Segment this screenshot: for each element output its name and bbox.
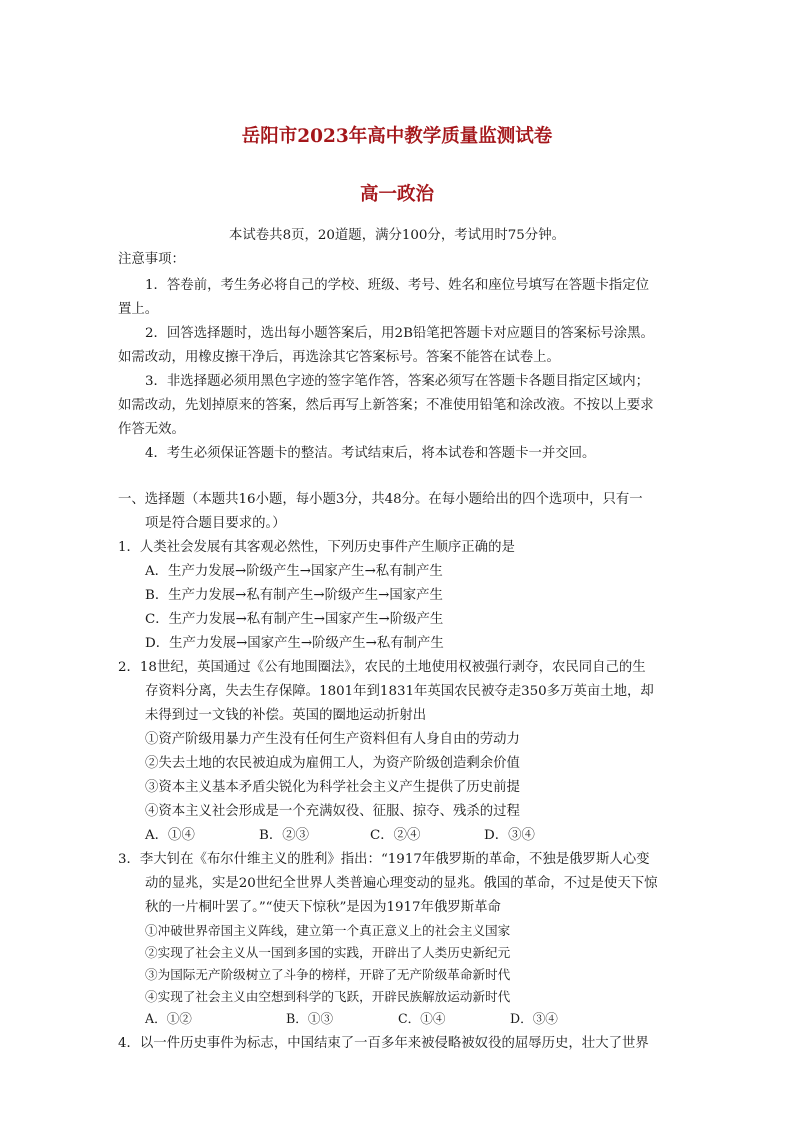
notice-1: 1．答卷前，考生务必将自己的学校、班级、考号、姓名和座位号填写在答题卡指定位 (145, 278, 649, 293)
q2-stem: 2．18世纪，英国通过《公有地围圈法》，农民的土地使用权被强行剥夺，农民同自己的生 (118, 660, 646, 675)
q2-stem-cont2: 未得到过一文钱的补偿。英国的圈地运动折射出 (145, 708, 427, 723)
q4-stem: 4．以一件历史事件为标志，中国结束了一百多年来被侵略被奴役的屈辱历史，壮大了世界 (118, 1036, 649, 1051)
exam-title: 岳阳市2023年高中教学质量监测试卷 (241, 126, 553, 147)
q1-option-d: D．生产力发展→国家产生→阶级产生→私有制产生 (145, 636, 444, 651)
q1-option-b: B．生产力发展→私有制产生→阶级产生→国家产生 (145, 588, 443, 603)
q3-option-b: B．①③ (286, 1011, 334, 1026)
q2-options (0, 824, 794, 844)
q3-option-a: A．①② (145, 1011, 192, 1026)
exam-info: 本试卷共8页，20道题，满分100分，考试用时75分钟。 (229, 228, 565, 243)
q3-options (0, 1008, 794, 1028)
notice-3: 3．非选择题必须用黑色字迹的签字笔作答，答案必须写在答题卡各题目指定区域内； (145, 374, 649, 389)
notice-3-cont2: 作答无效。 (118, 422, 185, 437)
q2-statement-1: ①资产阶级用暴力产生没有任何生产资料但有人身自由的劳动力 (145, 732, 520, 747)
q2-statement-2: ②失去土地的农民被迫成为雇佣工人，为资产阶级创造剩余价值 (145, 756, 520, 771)
q3-statement-2: ②实现了社会主义从一国到多国的实践，开辟出了人类历史新纪元 (145, 945, 511, 960)
q1-option-c: C．生产力发展→私有制产生→国家产生→阶级产生 (145, 612, 444, 627)
q2-option-d: D．③④ (484, 828, 535, 843)
q2-option-a: A．①④ (145, 828, 195, 843)
q2-statement-3: ③资本主义基本矛盾尖锐化为科学社会主义产生提供了历史前提 (145, 780, 520, 795)
q3-statement-1: ①冲破世界帝国主义阵线，建立第一个真正意义上的社会主义国家 (145, 923, 511, 938)
q2-statement-4: ④资本主义社会形成是一个充满奴役、征服、掠夺、残杀的过程 (145, 804, 520, 819)
q3-stem: 3．李大钊在《布尔什维主义的胜利》指出：“1917年俄罗斯的革命，不独是俄罗斯人心变 (118, 852, 650, 867)
notice-heading: 注意事项： (118, 252, 185, 267)
q3-statement-3: ③为国际无产阶级树立了斗争的榜样，开辟了无产阶级革命新时代 (145, 967, 511, 982)
notice-2: 2．回答选择题时，选出每小题答案后，用2B铅笔把答题卡对应题目的答案标号涂黑。 (145, 326, 654, 341)
notice-4: 4．考生必须保证答题卡的整洁。考试结束后，将本试卷和答题卡一并交回。 (145, 446, 596, 461)
q1-stem: 1．人类社会发展有其客观必然性，下列历史事件产生顺序正确的是 (118, 540, 515, 555)
subject-title: 高一政治 (359, 184, 434, 205)
q1-option-a: A．生产力发展→阶级产生→国家产生→私有制产生 (145, 564, 443, 579)
q3-statement-4: ④实现了社会主义由空想到科学的飞跃，开辟民族解放运动新时代 (145, 989, 511, 1004)
notice-3-cont: 如需改动，先划掉原来的答案，然后再写上新答案；不准使用铅笔和涂改液。不按以上要求 (118, 398, 654, 413)
notice-2-cont: 如需改动，用橡皮擦干净后，再选涂其它答案标号。答案不能答在试卷上。 (118, 350, 560, 365)
q3-option-c: C．①④ (398, 1011, 446, 1026)
q3-option-d: D．③④ (510, 1011, 558, 1026)
notice-1-cont: 置上。 (118, 302, 159, 317)
q3-stem-cont: 动的显兆，实是20世纪全世界人类普遍心理变动的显兆。俄国的革命，不过是使天下惊 (145, 876, 658, 891)
q2-option-b: B．②③ (259, 828, 310, 843)
q2-option-c: C．②④ (370, 828, 421, 843)
section-heading: 一、选择题（本题共16小题，每小题3分，共48分。在每小题给出的四个选项中，只有一 (118, 492, 643, 507)
section-heading-cont: 项是符合题目要求的。） (145, 516, 286, 531)
q3-stem-cont2: 秋的一片桐叶罢了。”“使天下惊秋”是因为1917年俄罗斯革命 (145, 900, 501, 915)
q2-stem-cont: 存资料分离，失去生存保障。1801年到1831年英国农民被夺走350多万英亩土地，却 (145, 684, 654, 699)
